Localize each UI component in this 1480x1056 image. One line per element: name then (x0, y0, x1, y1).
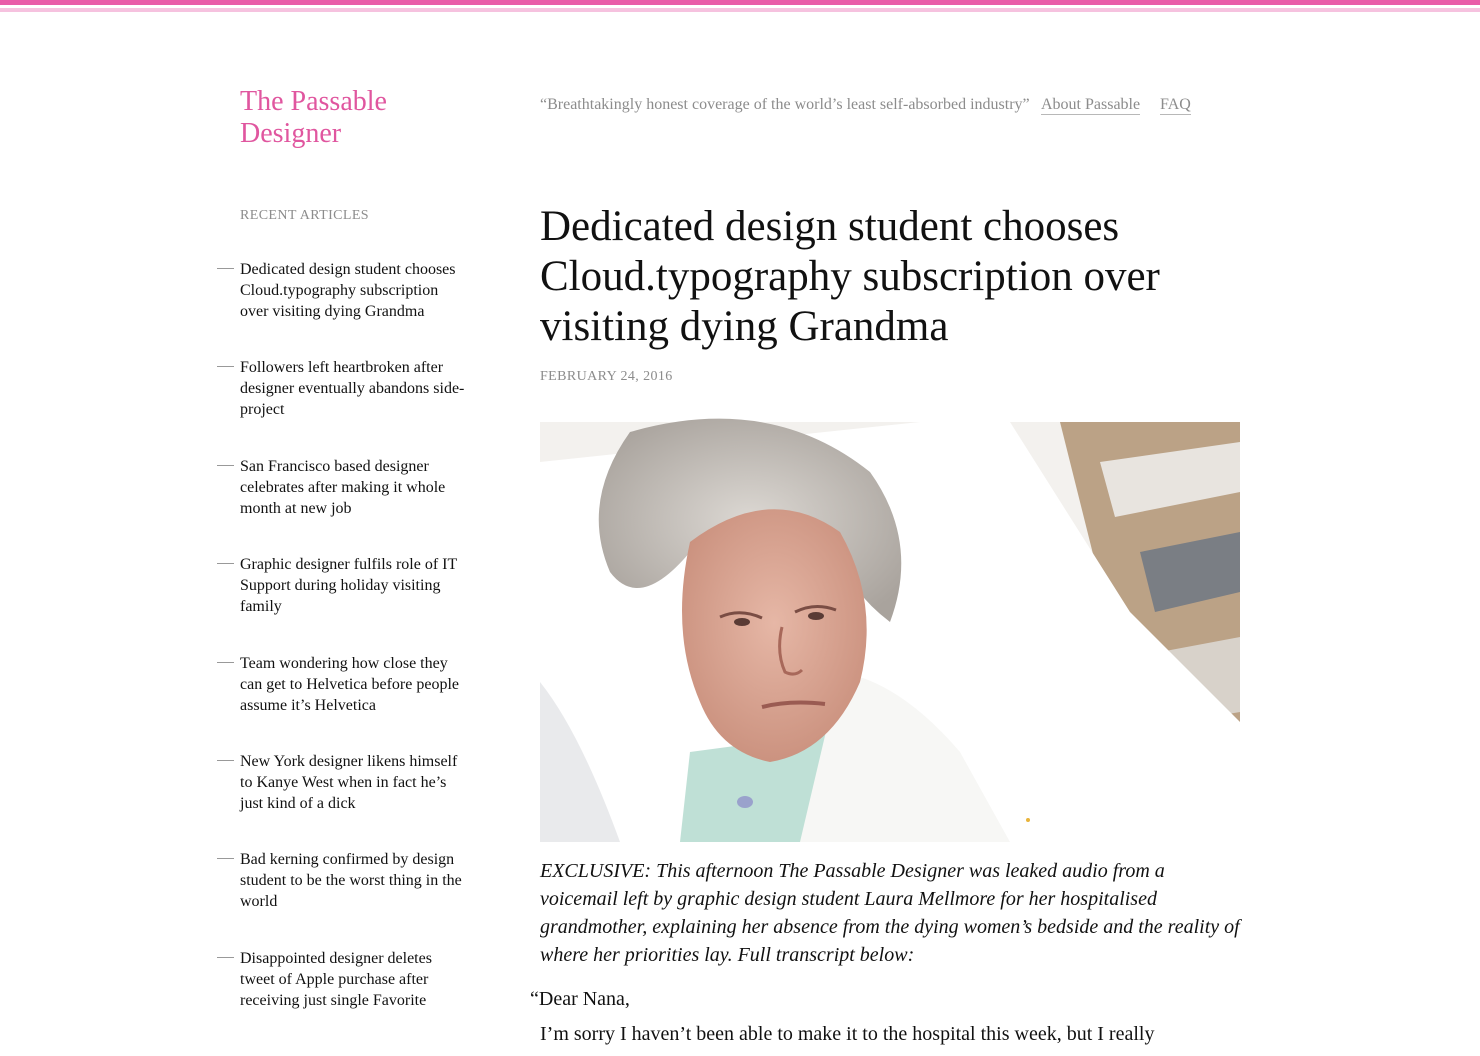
list-item (240, 259, 465, 357)
recent-article-link[interactable]: Graphic designer fulfils role of IT Support during holiday visiting family (240, 556, 457, 616)
list-item (240, 653, 465, 751)
dash-bullet-icon (217, 957, 234, 958)
nav-faq-link[interactable]: FAQ (1160, 96, 1191, 113)
list-item (240, 554, 465, 652)
recent-article-link[interactable]: Team wondering how close they can get to Helvetica before people assume it’s Helvetica (240, 654, 459, 714)
nav-about-link[interactable]: About Passable (1041, 96, 1141, 113)
top-accent-bar (0, 0, 1480, 12)
article-hero-image (540, 422, 1240, 842)
recent-article-link[interactable]: San Francisco based designer celebrates after making it whole month at new job (240, 457, 446, 517)
dash-bullet-icon (217, 662, 234, 663)
site-tagline: “Breathtakingly honest coverage of the world’s least self-absorbed industry” (540, 96, 1030, 113)
article-headline: Dedicated design student chooses Cloud.typography subscription over visiting dying Grandma (540, 203, 1160, 350)
list-item (240, 849, 465, 947)
dash-bullet-icon (217, 563, 234, 564)
article-lede: EXCLUSIVE: This afternoon The Passable Designer was leaked audio from a voicemail left by graphic design student Laura Mellmore for her hospitalised grandmother, explaining her absence from the dying women’s bedside and the reality of where her priorities lay. Full transcript below: (540, 860, 1240, 966)
recent-article-link[interactable]: Followers left heartbroken after designer eventually abandons side-project (240, 359, 465, 419)
transcript-salutation: “Dear Nana, (530, 988, 630, 1010)
dash-bullet-icon (217, 858, 234, 859)
list-item (240, 948, 465, 1046)
recent-article-link[interactable]: Disappointed designer deletes tweet of Apple purchase after receiving just single Favorite (240, 949, 432, 1009)
site-title-link[interactable]: The Passable Designer (240, 86, 387, 149)
dash-bullet-icon (217, 760, 234, 761)
recent-article-link[interactable]: Dedicated design student chooses Cloud.typography subscription over visiting dying Grandma (240, 261, 456, 320)
dash-bullet-icon (217, 465, 234, 466)
recent-articles-heading: RECENT ARTICLES (240, 208, 369, 223)
dash-bullet-icon (217, 268, 234, 269)
transcript-paragraph-text: I’m sorry I haven’t been able to make it to the hospital this week, but I really (540, 1023, 1155, 1045)
article-date: FEBRUARY 24, 2016 (540, 369, 673, 384)
list-item (240, 357, 465, 455)
dash-bullet-icon (217, 366, 234, 367)
recent-article-link[interactable]: New York designer likens himself to Kanye West when in fact he’s just kind of a dick (240, 752, 458, 812)
list-item (240, 751, 465, 849)
transcript-paragraph (540, 1023, 1220, 1045)
list-item (240, 456, 465, 554)
recent-articles-list (240, 259, 465, 1046)
recent-article-link[interactable]: Bad kerning confirmed by design student to be the worst thing in the world (240, 851, 462, 911)
